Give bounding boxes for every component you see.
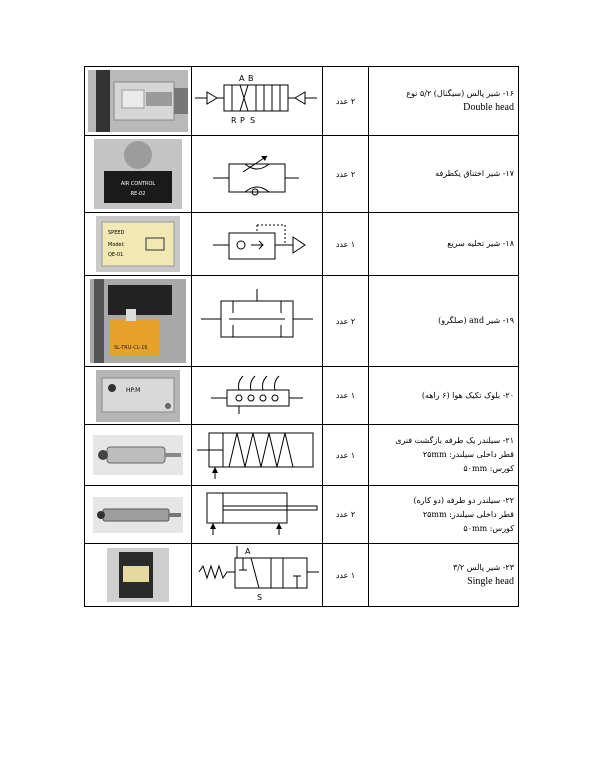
- port-label: S: [257, 593, 263, 602]
- symbol-cell: [192, 544, 323, 607]
- item-stroke: کورس: ۵۰mm: [463, 523, 514, 533]
- valve-3-2-symbol: [193, 544, 321, 602]
- quantity-cell: ۱ عدد: [323, 544, 369, 607]
- symbol-cell: [192, 425, 323, 486]
- port-label: A: [245, 547, 251, 556]
- table-row: [85, 486, 519, 544]
- item-title: ۱۷- شیر اختناق یکطرفه: [435, 169, 514, 178]
- quick-exhaust-photo: [96, 216, 180, 272]
- symbol-cell: [192, 67, 323, 136]
- item-diameter: قطر داخلی سیلندر: ۲۵mm: [422, 509, 514, 519]
- item-title: ۲۲- سیلندر دو طرفه (دو کاره): [413, 495, 514, 505]
- photo-cell: [85, 276, 192, 367]
- quantity-cell: ۱ عدد: [323, 367, 369, 425]
- quantity-cell: ۲ عدد: [323, 276, 369, 367]
- symbol-cell: [192, 136, 323, 213]
- description-cell: [369, 544, 519, 607]
- port-label: P: [240, 116, 245, 125]
- description-cell: [369, 67, 519, 136]
- photo-cell: [85, 213, 192, 276]
- spring-return-cylinder-symbol: [193, 425, 321, 481]
- item-title: ۲۱- سیلندر یک طرفه بازگشت فنری: [395, 436, 514, 445]
- and-valve-photo: [90, 279, 186, 363]
- photo-cell: [85, 425, 192, 486]
- description-cell: [369, 213, 519, 276]
- photo-label: SL-TRU-CL-16: [114, 345, 148, 351]
- item-title: ۲۰- بلوک تکیک هوا (۶ راهه): [421, 390, 514, 400]
- quantity-cell: ۲ عدد: [323, 67, 369, 136]
- symbol-cell: [192, 367, 323, 425]
- table-row: [85, 425, 519, 486]
- photo-label: SPEED: [108, 230, 125, 236]
- symbol-cell: [192, 276, 323, 367]
- item-title: ۲۳- شیر پالس ۳/۲: [452, 563, 514, 572]
- description-cell: [369, 425, 519, 486]
- item-title: ۱۸- شیر تخلیه سریع: [447, 239, 514, 248]
- photo-label: QE-01: [108, 252, 124, 258]
- item-subtitle: Single head: [467, 576, 514, 587]
- quantity-cell: ۲ عدد: [323, 136, 369, 213]
- and-valve-symbol: [193, 279, 321, 359]
- quantity-cell: ۱ عدد: [323, 425, 369, 486]
- table-row: [85, 544, 519, 607]
- photo-cell: [85, 367, 192, 425]
- valve-5-2-symbol: [193, 69, 321, 129]
- photo-label: Model:: [108, 242, 125, 248]
- valve-photo: [88, 70, 188, 132]
- symbol-cell: [192, 213, 323, 276]
- quantity-cell: ۱ عدد: [323, 213, 369, 276]
- valve-3-2-photo: [107, 548, 169, 602]
- port-label: S: [250, 116, 256, 125]
- description-cell: [369, 367, 519, 425]
- photo-label: HP.M: [126, 386, 141, 394]
- item-title: ۱۶- شیر پالس (سیگنال) ۵/۲ نوع: [406, 89, 514, 98]
- single-acting-cylinder-photo: [93, 435, 183, 475]
- item-stroke: کورس: ۵۰mm: [463, 464, 514, 473]
- throttle-check-valve-symbol: [193, 142, 321, 202]
- table-row: [85, 136, 519, 213]
- manifold-block-symbol: [193, 368, 321, 420]
- manifold-block-photo: [96, 370, 180, 422]
- photo-cell: [85, 67, 192, 136]
- photo-cell: [85, 544, 192, 607]
- double-acting-cylinder-symbol: [193, 487, 321, 539]
- item-subtitle: Double head: [463, 102, 514, 113]
- quick-exhaust-valve-symbol: [193, 215, 321, 269]
- table-row: [85, 276, 519, 367]
- description-cell: [369, 276, 519, 367]
- photo-cell: [85, 136, 192, 213]
- flow-control-photo: [94, 139, 182, 209]
- port-label: B: [248, 74, 254, 83]
- equipment-table: [84, 66, 519, 607]
- table-row: [85, 213, 519, 276]
- symbol-cell: [192, 486, 323, 544]
- port-label: A: [239, 74, 245, 83]
- photo-cell: [85, 486, 192, 544]
- item-title: ۱۹- شیر and (صلگرو): [438, 316, 514, 325]
- photo-label: RE-02: [130, 191, 146, 197]
- description-cell: [369, 486, 519, 544]
- quantity-cell: ۲ عدد: [323, 486, 369, 544]
- port-label: R: [231, 116, 237, 125]
- description-cell: [369, 136, 519, 213]
- double-acting-cylinder-photo: [93, 497, 183, 533]
- photo-label: AIR CONTROL: [120, 181, 156, 187]
- item-diameter: قطر داخلی سیلندر: ۲۵mm: [422, 450, 514, 459]
- table-row: [85, 367, 519, 425]
- table-row: [85, 67, 519, 136]
